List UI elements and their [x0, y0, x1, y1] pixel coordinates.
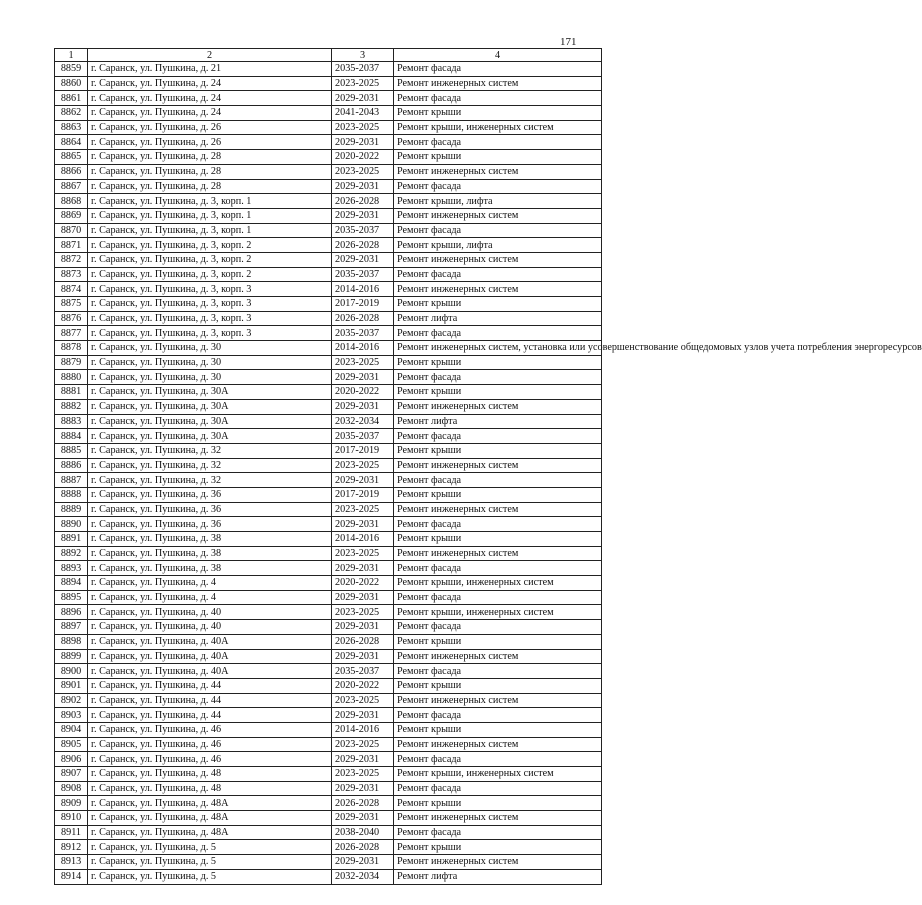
period-cell: 2023-2025	[332, 458, 394, 473]
period-cell: 2026-2028	[332, 796, 394, 811]
work-type-cell: Ремонт инженерных систем	[394, 502, 602, 517]
table-row	[55, 767, 602, 782]
header-row	[55, 49, 602, 62]
address-cell: г. Саранск, ул. Пушкина, д. 46	[88, 752, 332, 767]
period-cell: 2029-2031	[332, 811, 394, 826]
address-cell: г. Саранск, ул. Пушкина, д. 48А	[88, 825, 332, 840]
row-number: 8889	[55, 502, 88, 517]
work-type-cell: Ремонт фасада	[394, 664, 602, 679]
address-cell: г. Саранск, ул. Пушкина, д. 44	[88, 693, 332, 708]
table-row	[55, 150, 602, 165]
row-number: 8906	[55, 752, 88, 767]
address-cell: г. Саранск, ул. Пушкина, д. 26	[88, 135, 332, 150]
table-row	[55, 76, 602, 91]
address-cell: г. Саранск, ул. Пушкина, д. 3, корп. 1	[88, 208, 332, 223]
column-header: 3	[332, 49, 394, 62]
row-number: 8874	[55, 282, 88, 297]
work-type-cell: Ремонт инженерных систем	[394, 252, 602, 267]
table-row	[55, 194, 602, 209]
period-cell: 2020-2022	[332, 385, 394, 400]
address-cell: г. Саранск, ул. Пушкина, д. 3, корп. 3	[88, 282, 332, 297]
table-row	[55, 106, 602, 121]
row-number: 8882	[55, 399, 88, 414]
work-type-cell: Ремонт крыши, инженерных систем	[394, 576, 602, 591]
period-cell: 2026-2028	[332, 634, 394, 649]
table-row	[55, 722, 602, 737]
work-type-cell: Ремонт фасада	[394, 62, 602, 77]
period-cell: 2026-2028	[332, 840, 394, 855]
work-type-cell: Ремонт инженерных систем	[394, 282, 602, 297]
table-body	[55, 62, 922, 885]
table-row	[55, 252, 602, 267]
work-type-cell: Ремонт крыши	[394, 355, 602, 370]
address-cell: г. Саранск, ул. Пушкина, д. 28	[88, 150, 332, 165]
address-cell: г. Саранск, ул. Пушкина, д. 30А	[88, 414, 332, 429]
address-cell: г. Саранск, ул. Пушкина, д. 3, корп. 1	[88, 223, 332, 238]
period-cell: 2029-2031	[332, 855, 394, 870]
address-cell: г. Саранск, ул. Пушкина, д. 46	[88, 737, 332, 752]
table-row	[55, 458, 602, 473]
row-number: 8867	[55, 179, 88, 194]
table-row	[55, 502, 602, 517]
period-cell: 2035-2037	[332, 267, 394, 282]
table-row	[55, 238, 602, 253]
table-row	[55, 811, 602, 826]
table-row	[55, 561, 602, 576]
period-cell: 2014-2016	[332, 282, 394, 297]
row-number: 8911	[55, 825, 88, 840]
period-cell: 2023-2025	[332, 546, 394, 561]
row-number: 8870	[55, 223, 88, 238]
row-number: 8910	[55, 811, 88, 826]
table-row	[55, 179, 602, 194]
table-row	[55, 840, 602, 855]
period-cell: 2023-2025	[332, 355, 394, 370]
work-type-cell: Ремонт инженерных систем	[394, 737, 602, 752]
period-cell: 2023-2025	[332, 737, 394, 752]
table-row	[55, 326, 602, 341]
table-row	[55, 399, 602, 414]
row-number: 8898	[55, 634, 88, 649]
row-number: 8887	[55, 473, 88, 488]
address-cell: г. Саранск, ул. Пушкина, д. 5	[88, 840, 332, 855]
address-cell: г. Саранск, ул. Пушкина, д. 30	[88, 370, 332, 385]
table-row	[55, 282, 602, 297]
period-cell: 2035-2037	[332, 62, 394, 77]
table-row	[55, 678, 602, 693]
period-cell: 2023-2025	[332, 120, 394, 135]
address-cell: г. Саранск, ул. Пушкина, д. 36	[88, 517, 332, 532]
row-number: 8899	[55, 649, 88, 664]
work-type-cell: Ремонт фасада	[394, 326, 602, 341]
repair-schedule-table	[54, 48, 922, 885]
row-number: 8912	[55, 840, 88, 855]
address-cell: г. Саранск, ул. Пушкина, д. 38	[88, 546, 332, 561]
period-cell: 2023-2025	[332, 164, 394, 179]
work-type-cell: Ремонт инженерных систем	[394, 811, 602, 826]
period-cell: 2023-2025	[332, 605, 394, 620]
row-number: 8892	[55, 546, 88, 561]
row-number: 8907	[55, 767, 88, 782]
work-type-cell: Ремонт фасада	[394, 370, 602, 385]
address-cell: г. Саранск, ул. Пушкина, д. 48А	[88, 811, 332, 826]
table-row	[55, 414, 602, 429]
work-type-cell: Ремонт крыши, инженерных систем	[394, 605, 602, 620]
period-cell: 2029-2031	[332, 561, 394, 576]
address-cell: г. Саранск, ул. Пушкина, д. 26	[88, 120, 332, 135]
work-type-cell: Ремонт крыши	[394, 532, 602, 547]
column-header: 4	[394, 49, 602, 62]
table-row	[55, 62, 602, 77]
table-row	[55, 664, 602, 679]
work-type-cell: Ремонт фасада	[394, 179, 602, 194]
address-cell: г. Саранск, ул. Пушкина, д. 40	[88, 605, 332, 620]
address-cell: г. Саранск, ул. Пушкина, д. 32	[88, 458, 332, 473]
period-cell: 2017-2019	[332, 297, 394, 312]
address-cell: г. Саранск, ул. Пушкина, д. 28	[88, 179, 332, 194]
work-type-cell: Ремонт фасада	[394, 135, 602, 150]
address-cell: г. Саранск, ул. Пушкина, д. 44	[88, 678, 332, 693]
period-cell: 2026-2028	[332, 194, 394, 209]
row-number: 8885	[55, 443, 88, 458]
address-cell: г. Саранск, ул. Пушкина, д. 46	[88, 722, 332, 737]
work-type-cell: Ремонт фасада	[394, 561, 602, 576]
row-number: 8905	[55, 737, 88, 752]
table-row	[55, 590, 602, 605]
work-type-cell: Ремонт инженерных систем	[394, 399, 602, 414]
row-number: 8888	[55, 487, 88, 502]
work-type-cell: Ремонт инженерных систем	[394, 208, 602, 223]
work-type-cell: Ремонт фасада	[394, 91, 602, 106]
row-number: 8903	[55, 708, 88, 723]
column-header: 1	[55, 49, 88, 62]
period-cell: 2023-2025	[332, 767, 394, 782]
work-type-cell: Ремонт фасада	[394, 825, 602, 840]
address-cell: г. Саранск, ул. Пушкина, д. 40А	[88, 634, 332, 649]
address-cell: г. Саранск, ул. Пушкина, д. 32	[88, 443, 332, 458]
table-row	[55, 135, 602, 150]
address-cell: г. Саранск, ул. Пушкина, д. 36	[88, 487, 332, 502]
row-number: 8860	[55, 76, 88, 91]
table-row	[55, 737, 602, 752]
row-number: 8863	[55, 120, 88, 135]
work-type-cell: Ремонт инженерных систем	[394, 855, 602, 870]
row-number: 8897	[55, 620, 88, 635]
period-cell: 2032-2034	[332, 414, 394, 429]
table-row	[55, 355, 602, 370]
table-row	[55, 208, 602, 223]
work-type-cell: Ремонт фасада	[394, 517, 602, 532]
work-type-cell: Ремонт фасада	[394, 429, 602, 444]
row-number: 8902	[55, 693, 88, 708]
work-type-cell: Ремонт крыши, лифта	[394, 238, 602, 253]
work-type-cell: Ремонт фасада	[394, 752, 602, 767]
work-type-cell: Ремонт крыши	[394, 297, 602, 312]
work-type-cell: Ремонт инженерных систем	[394, 458, 602, 473]
address-cell: г. Саранск, ул. Пушкина, д. 5	[88, 869, 332, 884]
period-cell: 2029-2031	[332, 399, 394, 414]
row-number: 8877	[55, 326, 88, 341]
period-cell: 2023-2025	[332, 502, 394, 517]
period-cell: 2035-2037	[332, 326, 394, 341]
table-row	[55, 443, 602, 458]
table-row	[55, 634, 602, 649]
work-type-cell: Ремонт фасада	[394, 267, 602, 282]
period-cell: 2035-2037	[332, 664, 394, 679]
address-cell: г. Саранск, ул. Пушкина, д. 40А	[88, 664, 332, 679]
table-row	[55, 267, 602, 282]
period-cell: 2038-2040	[332, 825, 394, 840]
work-type-cell: Ремонт фасада	[394, 620, 602, 635]
row-number: 8876	[55, 311, 88, 326]
address-cell: г. Саранск, ул. Пушкина, д. 30А	[88, 385, 332, 400]
table-row	[55, 855, 602, 870]
table-row	[55, 120, 602, 135]
period-cell: 2014-2016	[332, 722, 394, 737]
work-type-cell: Ремонт лифта	[394, 869, 602, 884]
table-row	[55, 796, 602, 811]
table-row	[55, 223, 602, 238]
address-cell: г. Саранск, ул. Пушкина, д. 24	[88, 91, 332, 106]
page-number: 171	[560, 36, 577, 48]
work-type-cell: Ремонт крыши	[394, 722, 602, 737]
address-cell: г. Саранск, ул. Пушкина, д. 36	[88, 502, 332, 517]
work-type-cell: Ремонт крыши	[394, 385, 602, 400]
period-cell: 2029-2031	[332, 370, 394, 385]
address-cell: г. Саранск, ул. Пушкина, д. 30А	[88, 429, 332, 444]
row-number: 8881	[55, 385, 88, 400]
address-cell: г. Саранск, ул. Пушкина, д. 3, корп. 3	[88, 326, 332, 341]
row-number: 8866	[55, 164, 88, 179]
table-row	[55, 517, 602, 532]
address-cell: г. Саранск, ул. Пушкина, д. 48	[88, 767, 332, 782]
address-cell: г. Саранск, ул. Пушкина, д. 30	[88, 341, 332, 356]
period-cell: 2029-2031	[332, 517, 394, 532]
row-number: 8872	[55, 252, 88, 267]
row-number: 8864	[55, 135, 88, 150]
address-cell: г. Саранск, ул. Пушкина, д. 3, корп. 3	[88, 297, 332, 312]
work-type-cell: Ремонт инженерных систем	[394, 693, 602, 708]
work-type-cell: Ремонт крыши	[394, 443, 602, 458]
row-number: 8895	[55, 590, 88, 605]
work-type-cell: Ремонт инженерных систем	[394, 546, 602, 561]
period-cell: 2020-2022	[332, 576, 394, 591]
row-number: 8913	[55, 855, 88, 870]
table-row	[55, 385, 602, 400]
period-cell: 2029-2031	[332, 473, 394, 488]
table-row	[55, 708, 602, 723]
period-cell: 2035-2037	[332, 223, 394, 238]
address-cell: г. Саранск, ул. Пушкина, д. 30	[88, 355, 332, 370]
address-cell: г. Саранск, ул. Пушкина, д. 3, корп. 2	[88, 238, 332, 253]
row-number: 8879	[55, 355, 88, 370]
work-type-cell: Ремонт крыши, лифта	[394, 194, 602, 209]
table-row	[55, 341, 602, 356]
row-number: 8884	[55, 429, 88, 444]
address-cell: г. Саранск, ул. Пушкина, д. 40	[88, 620, 332, 635]
address-cell: г. Саранск, ул. Пушкина, д. 3, корп. 2	[88, 267, 332, 282]
row-number: 8878	[55, 341, 88, 356]
row-number: 8914	[55, 869, 88, 884]
row-number: 8904	[55, 722, 88, 737]
period-cell: 2029-2031	[332, 91, 394, 106]
row-number: 8909	[55, 796, 88, 811]
address-cell: г. Саранск, ул. Пушкина, д. 4	[88, 590, 332, 605]
work-type-cell: Ремонт крыши, инженерных систем	[394, 767, 602, 782]
row-number: 8865	[55, 150, 88, 165]
table-row	[55, 532, 602, 547]
work-type-cell: Ремонт инженерных систем, установка или усовершенствование общедомовых узлов учета потребления энергоресурсов	[394, 341, 602, 356]
period-cell: 2029-2031	[332, 590, 394, 605]
row-number: 8894	[55, 576, 88, 591]
work-type-cell: Ремонт крыши	[394, 487, 602, 502]
period-cell: 2029-2031	[332, 620, 394, 635]
period-cell: 2023-2025	[332, 76, 394, 91]
table-row	[55, 370, 602, 385]
work-type-cell: Ремонт крыши	[394, 150, 602, 165]
period-cell: 2023-2025	[332, 693, 394, 708]
period-cell: 2029-2031	[332, 252, 394, 267]
table-row	[55, 546, 602, 561]
address-cell: г. Саранск, ул. Пушкина, д. 3, корп. 2	[88, 252, 332, 267]
address-cell: г. Саранск, ул. Пушкина, д. 24	[88, 76, 332, 91]
work-type-cell: Ремонт лифта	[394, 414, 602, 429]
row-number: 8873	[55, 267, 88, 282]
address-cell: г. Саранск, ул. Пушкина, д. 38	[88, 532, 332, 547]
period-cell: 2014-2016	[332, 341, 394, 356]
address-cell: г. Саранск, ул. Пушкина, д. 44	[88, 708, 332, 723]
period-cell: 2017-2019	[332, 487, 394, 502]
row-number: 8896	[55, 605, 88, 620]
work-type-cell: Ремонт инженерных систем	[394, 76, 602, 91]
work-type-cell: Ремонт инженерных систем	[394, 164, 602, 179]
address-cell: г. Саранск, ул. Пушкина, д. 24	[88, 106, 332, 121]
row-number: 8886	[55, 458, 88, 473]
address-cell: г. Саранск, ул. Пушкина, д. 3, корп. 3	[88, 311, 332, 326]
work-type-cell: Ремонт крыши	[394, 634, 602, 649]
period-cell: 2029-2031	[332, 179, 394, 194]
period-cell: 2029-2031	[332, 708, 394, 723]
period-cell: 2020-2022	[332, 678, 394, 693]
row-number: 8891	[55, 532, 88, 547]
period-cell: 2035-2037	[332, 429, 394, 444]
row-number: 8862	[55, 106, 88, 121]
row-number: 8883	[55, 414, 88, 429]
work-type-cell: Ремонт крыши, инженерных систем	[394, 120, 602, 135]
work-type-cell: Ремонт лифта	[394, 311, 602, 326]
work-type-cell: Ремонт фасада	[394, 781, 602, 796]
period-cell: 2026-2028	[332, 311, 394, 326]
period-cell: 2029-2031	[332, 649, 394, 664]
row-number: 8871	[55, 238, 88, 253]
table-row	[55, 605, 602, 620]
work-type-cell: Ремонт инженерных систем	[394, 649, 602, 664]
table-row	[55, 576, 602, 591]
period-cell: 2014-2016	[332, 532, 394, 547]
address-cell: г. Саранск, ул. Пушкина, д. 21	[88, 62, 332, 77]
row-number: 8869	[55, 208, 88, 223]
period-cell: 2020-2022	[332, 150, 394, 165]
work-type-cell: Ремонт фасада	[394, 473, 602, 488]
address-cell: г. Саранск, ул. Пушкина, д. 5	[88, 855, 332, 870]
table-row	[55, 752, 602, 767]
period-cell: 2026-2028	[332, 238, 394, 253]
work-type-cell: Ремонт фасада	[394, 590, 602, 605]
row-number: 8861	[55, 91, 88, 106]
table-row	[55, 869, 602, 884]
address-cell: г. Саранск, ул. Пушкина, д. 48А	[88, 796, 332, 811]
row-number: 8908	[55, 781, 88, 796]
row-number: 8868	[55, 194, 88, 209]
period-cell: 2032-2034	[332, 869, 394, 884]
address-cell: г. Саранск, ул. Пушкина, д. 40А	[88, 649, 332, 664]
period-cell: 2029-2031	[332, 135, 394, 150]
row-number: 8880	[55, 370, 88, 385]
table-row	[55, 487, 602, 502]
table-row	[55, 91, 602, 106]
table-row	[55, 429, 602, 444]
table-row	[55, 164, 602, 179]
work-type-cell: Ремонт крыши	[394, 106, 602, 121]
work-type-cell: Ремонт фасада	[394, 708, 602, 723]
address-cell: г. Саранск, ул. Пушкина, д. 38	[88, 561, 332, 576]
work-type-cell: Ремонт крыши	[394, 840, 602, 855]
period-cell: 2017-2019	[332, 443, 394, 458]
table-row	[55, 781, 602, 796]
row-number: 8859	[55, 62, 88, 77]
work-type-cell: Ремонт фасада	[394, 223, 602, 238]
period-cell: 2029-2031	[332, 752, 394, 767]
address-cell: г. Саранск, ул. Пушкина, д. 3, корп. 1	[88, 194, 332, 209]
table-row	[55, 693, 602, 708]
address-cell: г. Саранск, ул. Пушкина, д. 48	[88, 781, 332, 796]
address-cell: г. Саранск, ул. Пушкина, д. 30А	[88, 399, 332, 414]
period-cell: 2029-2031	[332, 781, 394, 796]
table-row	[55, 297, 602, 312]
address-cell: г. Саранск, ул. Пушкина, д. 28	[88, 164, 332, 179]
row-number: 8875	[55, 297, 88, 312]
row-number: 8900	[55, 664, 88, 679]
work-type-cell: Ремонт крыши	[394, 796, 602, 811]
table-row	[55, 649, 602, 664]
table-row	[55, 825, 602, 840]
work-type-cell: Ремонт крыши	[394, 678, 602, 693]
period-cell: 2029-2031	[332, 208, 394, 223]
column-header: 2	[88, 49, 332, 62]
table-row	[55, 473, 602, 488]
row-number: 8901	[55, 678, 88, 693]
address-cell: г. Саранск, ул. Пушкина, д. 32	[88, 473, 332, 488]
row-number: 8890	[55, 517, 88, 532]
period-cell: 2041-2043	[332, 106, 394, 121]
address-cell: г. Саранск, ул. Пушкина, д. 4	[88, 576, 332, 591]
table-row	[55, 311, 602, 326]
table-row	[55, 620, 602, 635]
row-number: 8893	[55, 561, 88, 576]
